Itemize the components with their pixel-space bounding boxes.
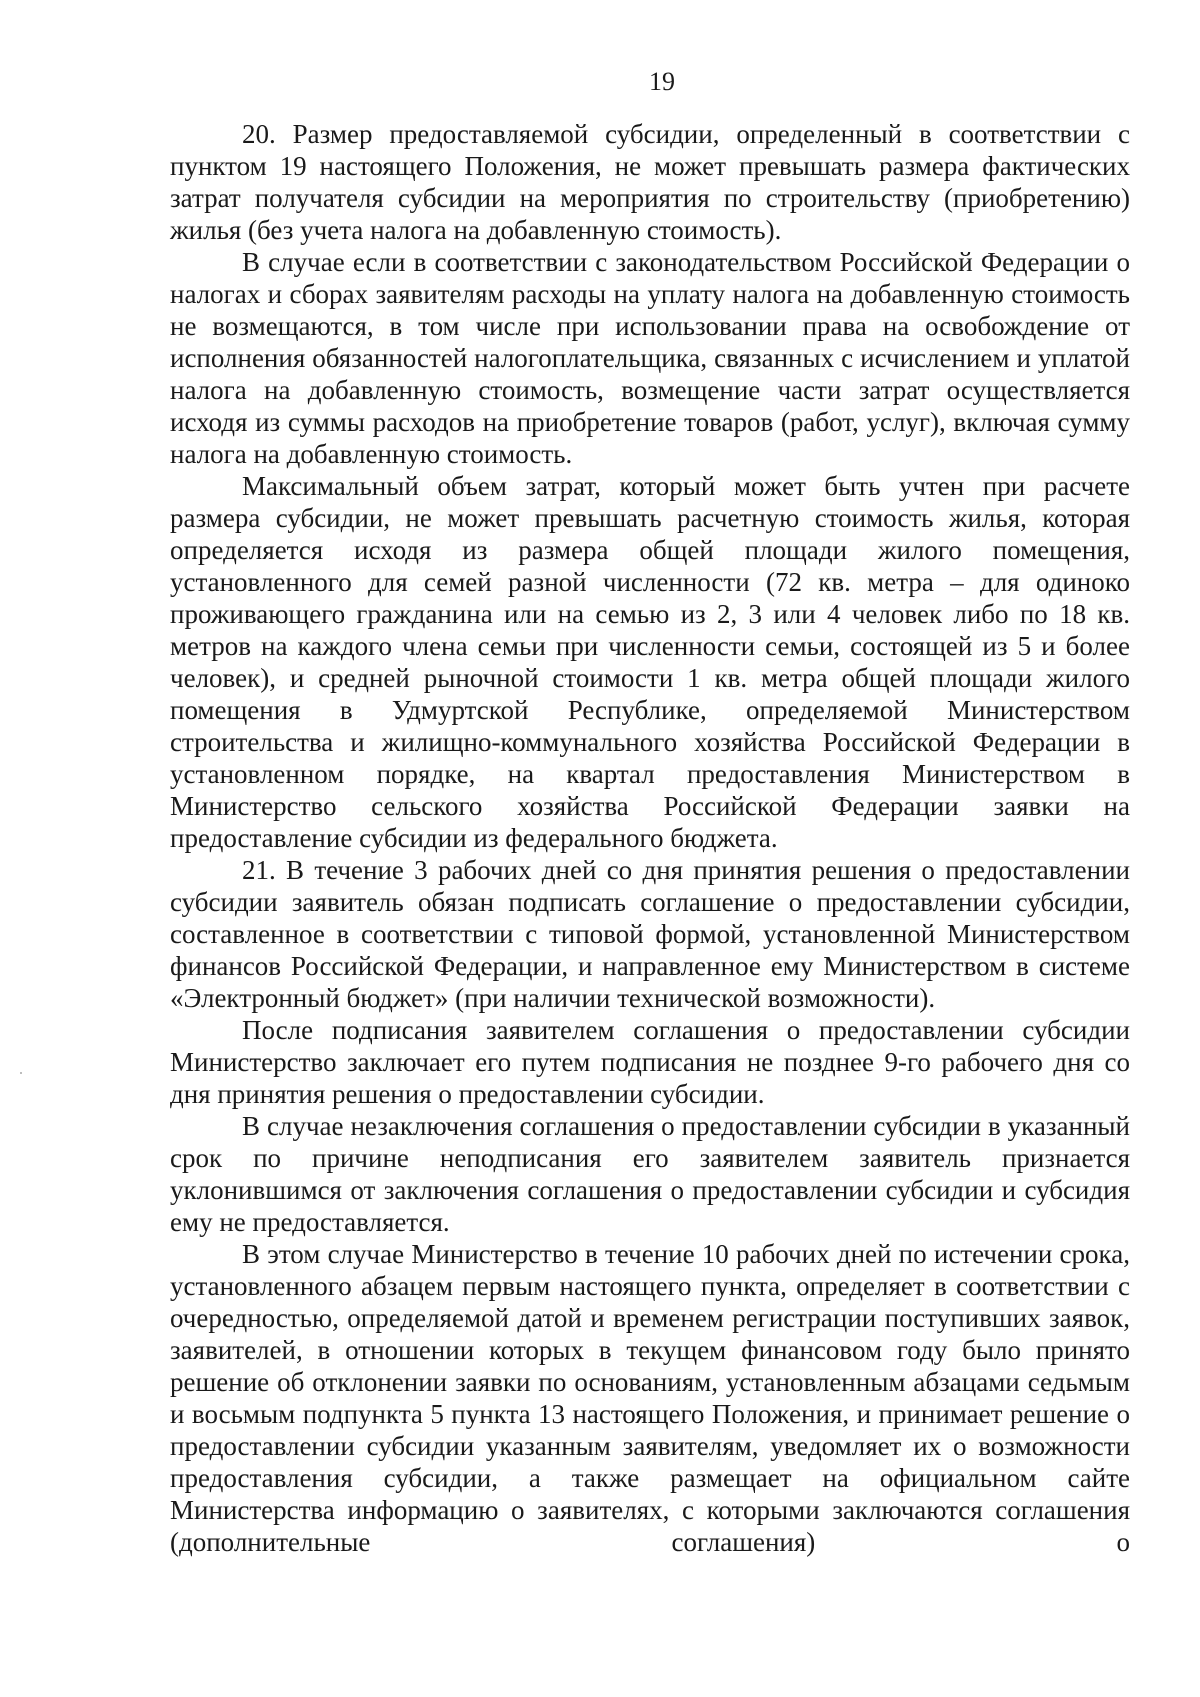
paragraph-vat-case: В случае если в соответствии с законодательством Российской Федерации о налогах и сборах заявителям расходы на уплату налога на добавленную стоимость не возмещаются, в том числе при использовании права на освобождение от исполнения обязанностей налогоплательщика, связанных с исчислением и уплатой налога на добавленную стоимость, возмещение части затрат осуществляется исходя из суммы расходов на приобретение товаров (работ, услуг), включая сумму налога на добавленную стоимость.	[170, 247, 1130, 469]
paragraph-non-conclusion: В случае незаключения соглашения о предоставлении субсидии в указанный срок по причине неподписания его заявителем заявитель признается уклонившимся от заключения соглашения о предоставлении субсидии и субсидия ему не предоставляется.	[170, 1111, 1130, 1237]
paragraph-ministry-concludes: После подписания заявителем соглашения о предоставлении субсидии Министерство заключает его путем подписания не позднее 9-го рабочего дня со дня принятия решения о предоставлении субсидии.	[170, 1015, 1130, 1109]
paragraph-20-size-of-subsidy: 20. Размер предоставляемой субсидии, определенный в соответствии с пунктом 19 настоящего Положения, не может превышать размера фактических затрат получателя субсидии на мероприятия по строительству (приобретению) жилья (без учета налога на добавленную стоимость).	[170, 119, 1130, 245]
page-number: 19	[649, 67, 675, 96]
paragraph-21-agreement-signing: 21. В течение 3 рабочих дней со дня принятия решения о предоставлении субсидии заявитель обязан подписать соглашение о предоставлении субсидии, составленное в соответствии с типовой формой, установленной Министерством финансов Российской Федерации, и направленное ему Министерством в системе «Электронный бюджет» (при наличии технической возможности).	[170, 855, 1130, 1013]
document-body	[170, 118, 1130, 1558]
paragraph-ministry-determines: В этом случае Министерство в течение 10 рабочих дней по истечении срока, установленного абзацем первым настоящего пункта, определяет в соответствии с очередностью, определяемой датой и временем регистрации поступивших заявок, заявителей, в отношении которых в текущем финансовом году было принято решение об отклонении заявки по основаниям, установленным абзацами седьмым и восьмым подпункта 5 пункта 13 настоящего Положения, и принимает решение о предоставлении субсидии указанным заявителям, уведомляет их о возможности предоставления субсидии, а также размещает на официальном сайте Министерства информацию о заявителях, с которыми заключаются соглашения (дополнительные соглашения) о	[170, 1239, 1130, 1557]
paragraph-max-costs: Максимальный объем затрат, который может быть учтен при расчете размера субсидии, не может превышать расчетную стоимость жилья, которая определяется исходя из размера общей площади жилого помещения, установленного для семей разной численности (72 кв. метра – для одиноко проживающего гражданина или на семью из 2, 3 или 4 человек либо по 18 кв. метров на каждого члена семьи при численности семьи, состоящей из 5 и более человек), и средней рыночной стоимости 1 кв. метра общей площади жилого помещения в Удмуртской Республике, определяемой Министерством строительства и жилищно-коммунального хозяйства Российской Федерации в установленном порядке, на квартал предоставления Министерством в Министерство сельского хозяйства Российской Федерации заявки на предоставление субсидии из федерального бюджета.	[170, 471, 1130, 853]
scan-speck	[20, 1072, 22, 1074]
